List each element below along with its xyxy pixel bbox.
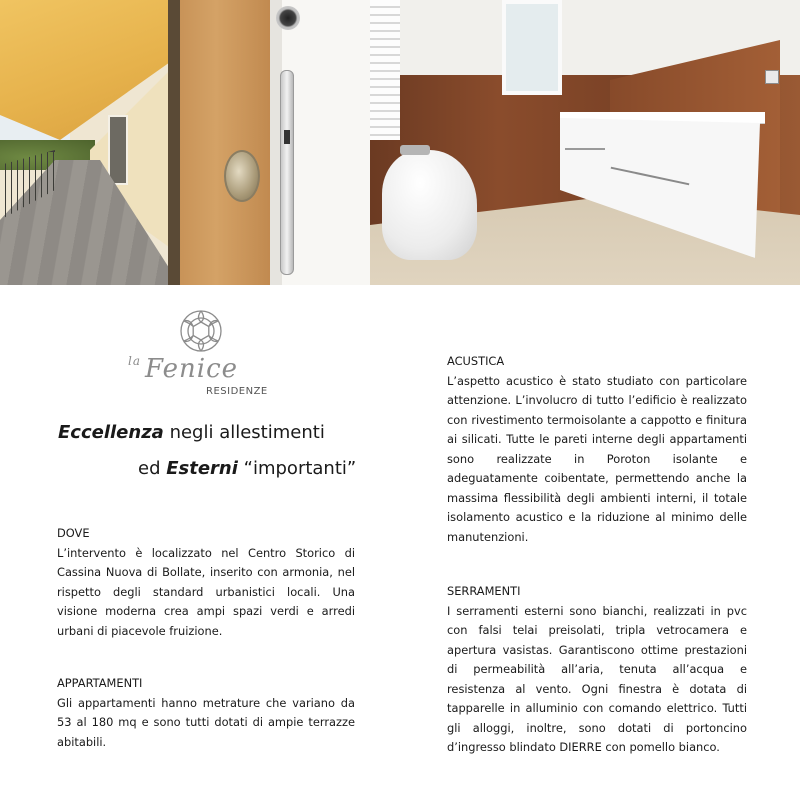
flower-emblem-icon (178, 308, 224, 354)
section-serramenti (447, 582, 747, 758)
section-title: DOVE (57, 526, 90, 540)
section-body: I serramenti esterni sono bianchi, realizzati in pvc con falsi telai preisolati, tripla vetrocamera e apertura vasistas. Garantiscono ottime prestazioni di permeabilità all’aria, tenuta all’acqua e resistenza al vento. Ogni finestra è dotata di tapparelle in alluminio con comando elettrico. Tutti gli alloggi, inoltre, sono dotati di portoncino d’ingresso blindato DIERRE con pomello bianco. (447, 603, 747, 754)
headline-prefix-2: ed (138, 458, 167, 479)
logo-subtitle: RESIDENZE (206, 386, 268, 397)
section-acustica (447, 352, 747, 547)
bathroom-photo (370, 0, 800, 285)
section-body: L’aspetto acustico è stato studiato con particolare attenzione. L’involucro di tutto l’edificio è realizzato con rivestimento termoisolante a cappotto e finitura ai silicati. Tutte le pareti interne degli appartamenti sono realizzate in Poroton isolante e adeguatamente coibentate, permettendo anche la massima flessibilità degli ambienti interni, il totale isolamento acustico e la riduzione al minimo delle manutenzioni. (447, 373, 747, 544)
headline-emphasis-1: Eccellenza (58, 422, 164, 443)
logo-name: Fenice (145, 354, 239, 384)
section-body: L’intervento è localizzato nel Centro Storico di Cassina Nuova di Bollate, inserito con armonia, nel rispetto degli standard urbanistici locali. Una visione moderna crea ampi spazi verdi e arredi urbani di piacevole fruizione. (57, 545, 355, 638)
door-photo (180, 0, 370, 285)
section-appartamenti (57, 674, 355, 752)
headline-text-2: “importanti” (237, 458, 357, 479)
logo-prefix: la (128, 354, 141, 368)
headline-text-1: negli allestimenti (163, 422, 325, 443)
brand-logo (128, 308, 278, 398)
section-body: Gli appartamenti hanno metrature che variano da 53 al 180 mq e sono tutti dotati di ampie terrazze abitabili. (57, 695, 355, 749)
photo-strip (0, 0, 800, 285)
door-viewer-icon (276, 6, 300, 30)
headline-emphasis-2: Esterni (166, 458, 238, 479)
door-knob-icon (224, 150, 260, 202)
headline-line-2 (138, 458, 356, 479)
balcony-photo (0, 0, 180, 285)
section-title: SERRAMENTI (447, 584, 521, 598)
section-title: APPARTAMENTI (57, 676, 143, 690)
section-dove (57, 524, 355, 641)
section-title: ACUSTICA (447, 354, 505, 368)
headline-line-1 (58, 422, 325, 443)
